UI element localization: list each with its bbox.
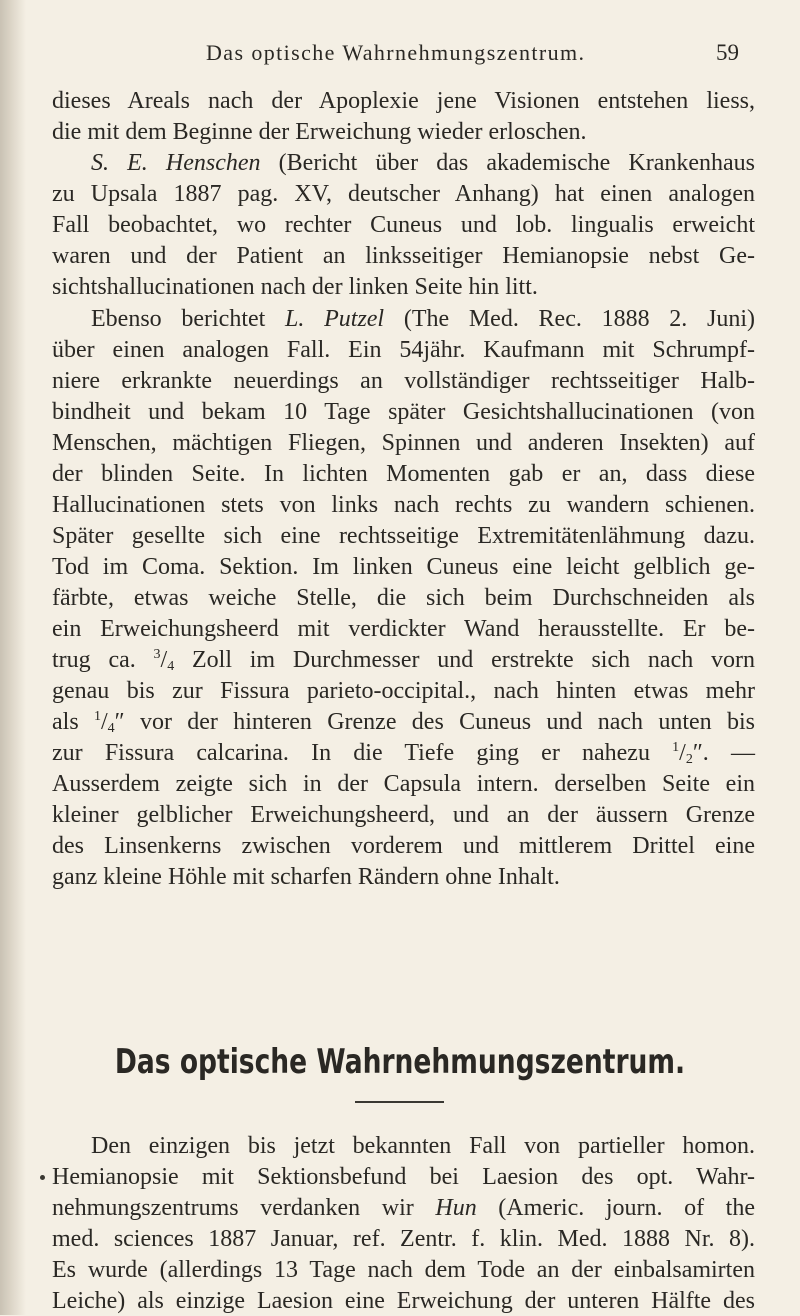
text-line: trug ca. $^3/_4$ Zoll im Durchmesser und erstrekte sich nach vorn [52, 647, 755, 674]
text-line: Hemianopsie mit Sektionsbefund bei Laesion des opt. Wahr- [52, 1164, 755, 1190]
text-line: ein Erweichungsheerd mit verdickter Wand herausstellte. Er be- [52, 616, 755, 642]
text-line: niere erkrankte neuerdings an vollständiger rechtsseitiger Halb- [52, 368, 755, 394]
section-heading: Das optische Wahrnehmungszentrum. [114, 1042, 686, 1082]
text-segment: nehmungszentrums verdanken wir [52, 1195, 436, 1221]
text-line: Tod im Coma. Sektion. Im linken Cuneus eine leicht gelblich ge- [52, 554, 755, 580]
text-line: waren und der Patient an linksseitiger Hemianopsie nebst Ge- [52, 243, 755, 269]
text-line: über einen analogen Fall. Ein 54jähr. Kaufmann mit Schrumpf- [52, 337, 755, 363]
text-line: die mit dem Beginne der Erweichung wieder erloschen. [52, 119, 587, 145]
fraction-numerator: 1 [672, 740, 680, 755]
text-segment: ″ vor der hinteren Grenze des Cuneus und nach unten bis [114, 709, 755, 735]
text-line: des Linsenkerns zwischen vorderem und mittlerem Drittel eine [52, 833, 755, 859]
text-segment: als [52, 709, 94, 735]
text-segment: trug ca. [52, 647, 154, 673]
text-line: Später gesellte sich eine rechtsseitige Extremitätenlähmung dazu. [52, 523, 755, 549]
text-line: färbte, etwas weiche Stelle, die sich beim Durchschneiden als [52, 585, 755, 611]
text-segment: (The Med. Rec. 1888 2. Juni) [384, 306, 756, 332]
text-line: kleiner gelblicher Erweichungsheerd, und an der äussern Grenze [52, 802, 755, 828]
text-line: ganz kleine Höhle mit scharfen Rändern ohne Inhalt. [52, 864, 560, 890]
text-line [91, 148, 755, 178]
fraction-denominator: 4 [107, 721, 115, 736]
text-line: Menschen, mächtigen Fliegen, Spinnen und anderen Insekten) auf [52, 430, 755, 456]
text-line: zur Fissura calcarina. In die Tiefe ging er nahezu $^1/_2''$. — [52, 740, 755, 767]
page-number: 59 [716, 40, 739, 65]
text-line: Fall beobachtet, wo rechter Cuneus und lob. lingualis erweicht [52, 212, 755, 238]
text-line: zu Upsala 1887 pag. XV, deutscher Anhang) hat einen analogen [52, 181, 755, 207]
text-line: genau bis zur Fissura parieto-occipital., nach hinten etwas mehr [52, 678, 755, 704]
text-segment: Zoll im Durchmesser und erstrekte sich nach vorn [174, 647, 755, 673]
author-name: Hun [435, 1195, 477, 1221]
text-line: dieses Areals nach der Apoplexie jene Visionen entstehen liess, [52, 88, 755, 114]
text-line [52, 1193, 755, 1223]
text-segment: Ebenso berichtet [91, 306, 286, 332]
text-line: der blinden Seite. In lichten Momenten gab er an, dass diese [52, 461, 755, 487]
heading-divider [355, 1101, 444, 1103]
text-segment: (Bericht über das akademische Krankenhaus [260, 150, 755, 176]
fraction-denominator: 4 [167, 659, 175, 674]
fraction-numerator: 3 [153, 647, 161, 662]
text-line: sichtshallucinationen nach der linken Seite hin litt. [52, 274, 538, 300]
author-name: L. Putzel [285, 306, 385, 332]
text-line: Ausserdem zeigte sich in der Capsula intern. derselben Seite ein [52, 771, 755, 797]
text-segment: ″. — [692, 740, 755, 766]
text-line: bindheit und bekam 10 Tage später Gesichtshallucinationen (von [52, 399, 755, 425]
text-line: Hallucinationen stets von links nach rechts zu wandern schienen. [52, 492, 755, 518]
fraction-numerator: 1 [93, 709, 101, 724]
running-title: Das optische Wahrnehmungszentrum. [206, 40, 586, 65]
text-segment: zur Fissura calcarina. In die Tiefe ging er nahezu [52, 740, 673, 766]
text-line [91, 304, 755, 334]
text-line: als $^1/_4''$ vor der hinteren Grenze des Cuneus und nach unten bis [52, 709, 755, 736]
author-name: S. E. Henschen [91, 150, 261, 176]
text-line: Es wurde (allerdings 13 Tage nach dem Tode an der einbalsamirten [52, 1257, 755, 1283]
text-line: med. sciences 1887 Januar, ref. Zentr. f. klin. Med. 1888 Nr. 8). [52, 1226, 755, 1252]
running-head [0, 40, 800, 70]
text-segment: (Americ. journ. of the [476, 1195, 755, 1221]
margin-dot [40, 1175, 45, 1180]
page-edge-shadow [0, 0, 26, 1315]
fraction-denominator: 2 [685, 752, 693, 767]
text-line: Den einzigen bis jetzt bekannten Fall von partieller homon. [91, 1133, 755, 1159]
text-line: Leiche) als einzige Laesion eine Erweichung der unteren Hälfte des [52, 1288, 755, 1314]
